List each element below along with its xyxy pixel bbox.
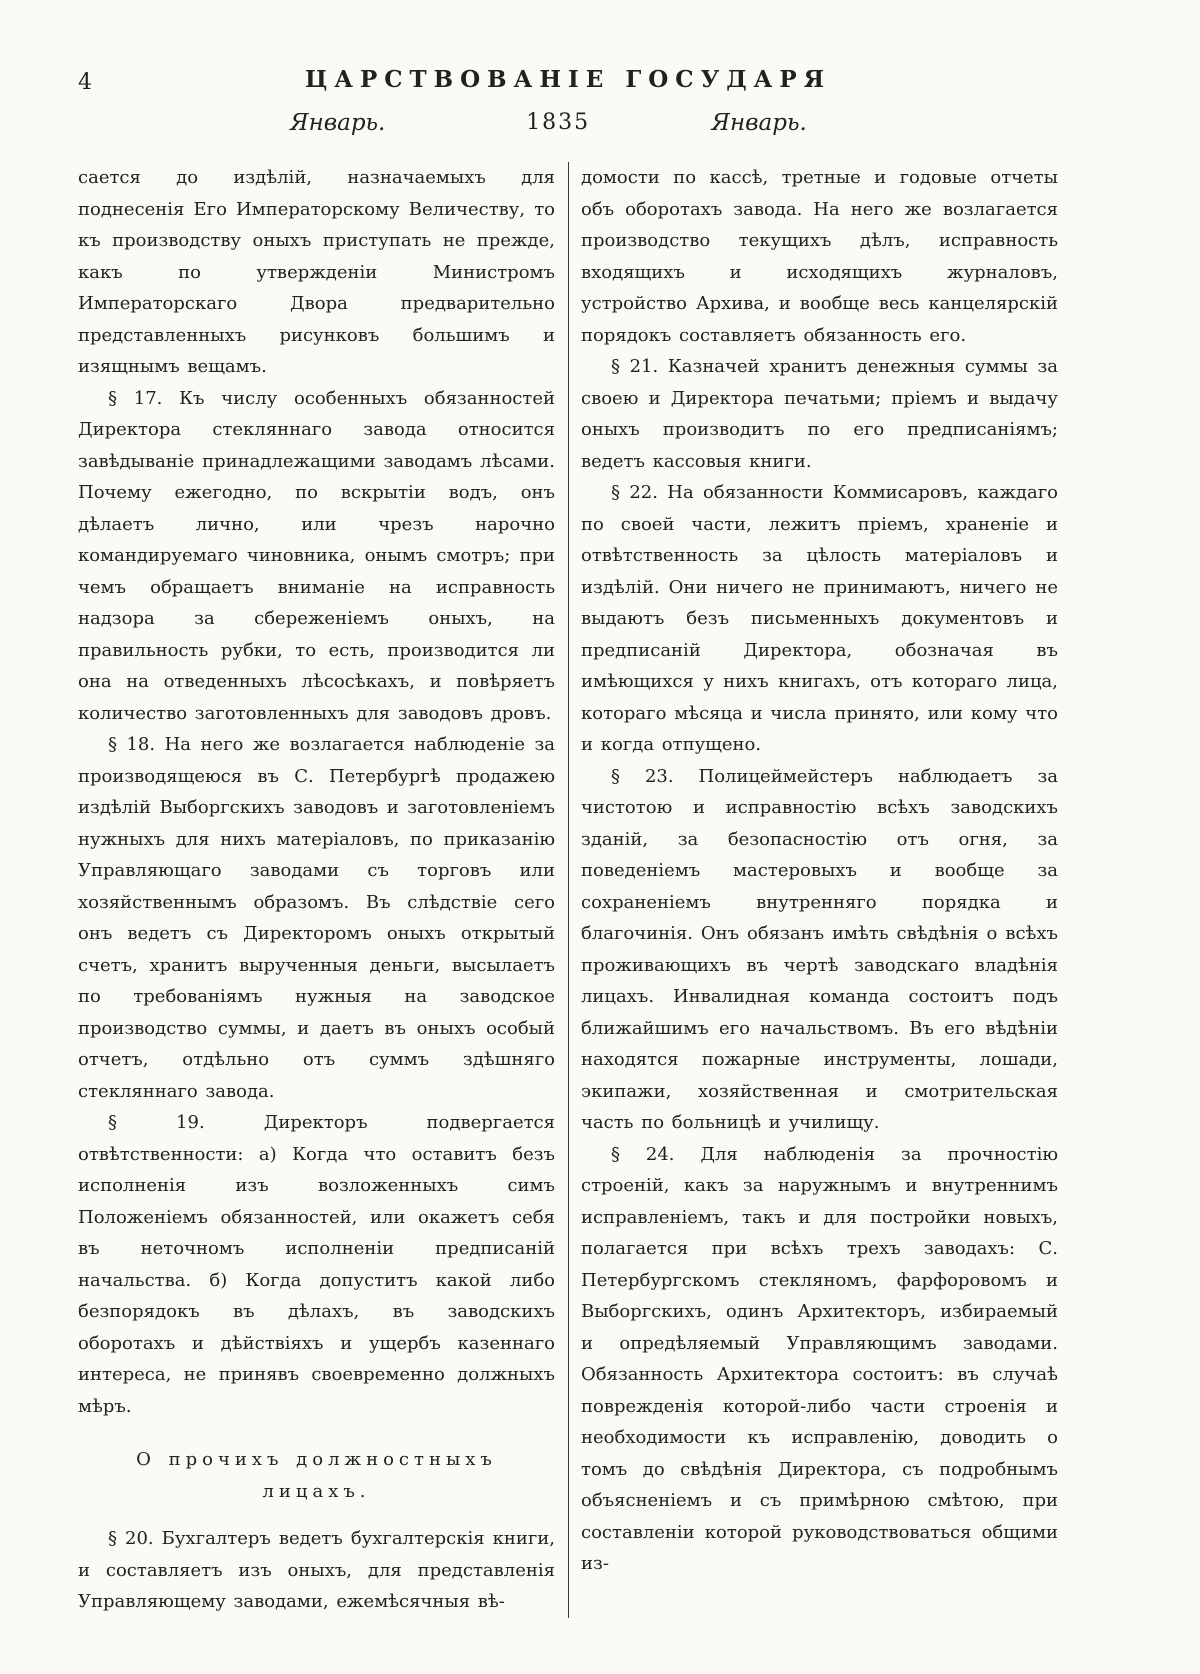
paragraph: § 19. Директоръ подвергается отвѣтственности: а) Когда что оставитъ безъ исполненія изъ возложенныхъ симъ Положеніемъ обязанностей, или окажетъ себя въ неточномъ исполненіи предписаній начальства. б) Когда допуститъ какой либо безпорядокъ въ дѣлахъ, въ заводскихъ оборотахъ и дѣйствіяхъ и ущербъ казеннаго интереса, не принявъ своевременно должныхъ мѣръ. [78, 1112, 555, 1417]
paragraph: § 21. Казначей хранитъ денежныя суммы за своею и Директора печатьми; пріемъ и выдачу оныхъ производитъ по его предписаніямъ; ведетъ кассовыя книги. [581, 356, 1058, 472]
column-divider-rule [568, 162, 569, 1618]
page-content [78, 60, 1058, 1618]
paragraph: § 24. Для наблюденія за прочностію строеній, какъ за наружнымъ и внутреннимъ исправленіемъ, такъ и для постройки новыхъ, полагается при всѣхъ трехъ заводахъ: С. Петербургскомъ стекляномъ, фарфоровомъ и Выборгскихъ, одинъ Архитекторъ, избираемый и опредѣляемый Управляющимъ заводами. Обязанность Архитектора состоитъ: въ случаѣ поврежденія которой-либо части строенія и необходимости къ исправленію, доводить о томъ до свѣдѣнія Директора, съ подробнымъ объясненіемъ и съ примѣрною смѣтою, при составленіи которой руководствоваться общими из- [581, 1143, 1058, 1574]
paragraph: § 22. На обязанности Коммисаровъ, каждаго по своей части, лежитъ пріемъ, храненіе и отвѣтственность за цѣлость матеріаловъ и издѣлій. Они ничего не принимаютъ, ничего не выдаютъ безъ письменныхъ документовъ и предписаній Директора, обозначая въ имѣющихся у нихъ книгахъ, отъ котораго лица, котораго мѣсяца и числа принято, или кому что и когда отпущено. [581, 482, 1058, 755]
section-heading: О прочихъ должностныхъ лицахъ. [136, 1449, 497, 1502]
year-label: 1835 [526, 110, 591, 135]
paragraph: сается до издѣлій, назначаемыхъ для поднесенія Его Императорскому Величеству, то къ производству оныхъ приступать не прежде, какъ по утвержденіи Министромъ Императорскаго Двора предварительно представленныхъ рисунковъ большимъ и изящнымъ вещамъ. [78, 167, 555, 377]
right-column-month-label: Январь. [711, 110, 807, 136]
paragraph: домости по кассѣ, третные и годовые отчеты объ оборотахъ завода. На него же возлагается производство текущихъ дѣлъ, исправность входящихъ и исходящихъ журналовъ, устройство Архива, и вообще весь канцелярскій порядокъ составляетъ обязанность его. [581, 167, 1058, 346]
paragraph: § 20. Бухгалтеръ ведетъ бухгалтерскія книги, и составляетъ изъ оныхъ, для представленія Управляющему заводами, ежемѣсячныя вѣ- [78, 1528, 555, 1612]
column-headers [78, 104, 1058, 156]
left-column-month-label: Январь. [289, 110, 386, 136]
paragraph: § 23. Полицеймейстеръ наблюдаетъ за чистотою и исправностію всѣхъ заводскихъ зданій, за безопасностію отъ огня, за поведеніемъ мастеровыхъ и вообще за сохраненіемъ внутренняго порядка и благочинія. Онъ обязанъ имѣть свѣдѣнія о всѣхъ проживающихъ въ чертѣ заводскаго владѣнія лицахъ. Инвалидная команда состоитъ подъ ближайшимъ его начальствомъ. Въ его вѣдѣніи находятся пожарные инструменты, лошади, экипажи, хозяйственная и смотрительская часть по больницѣ и училищу. [581, 765, 1058, 1133]
paragraph: § 17. Къ числу особенныхъ обязанностей Директора стекляннаго завода относится завѣдываніе принадлежащими заводамъ лѣсами. Почему ежегодно, по вскрытіи водъ, онъ дѣлаетъ лично, или чрезъ нарочно командируемаго чиновника, онымъ смотръ; при чемъ обращаетъ вниманіе на исправность надзора за сбереженіемъ оныхъ, на правильность рубки, то есть, производится ли она на отведенныхъ лѣсосѣкахъ, и повѣряетъ количество заготовленныхъ для заводовъ дровъ. [78, 387, 555, 724]
paragraph: § 18. На него же возлагается наблюденіе за производящеюся въ С. Петербургѣ продажею издѣлій Выборгскихъ заводовъ и заготовленіемъ нужныхъ для нихъ матеріаловъ, по приказанію Управляющаго заводами съ торговъ или хозяйственнымъ образомъ. Въ слѣдствіе сего онъ ведетъ съ Директоромъ оныхъ открытый счетъ, хранитъ вырученныя деньги, высылаетъ по требованіямъ нужныя на заводское производство суммы, и даетъ въ оныхъ особый отчетъ, отдѣльно отъ суммъ здѣшняго стекляннаго завода. [78, 734, 555, 1102]
page-title: ЦАРСТВОВАНІЕ ГОСУДАРЯ [305, 66, 831, 93]
page-number: 4 [78, 70, 92, 95]
two-column-text-body [78, 162, 1058, 1618]
page-header [78, 60, 1058, 104]
right-text-column [581, 162, 1058, 1618]
left-text-column [78, 162, 555, 1618]
